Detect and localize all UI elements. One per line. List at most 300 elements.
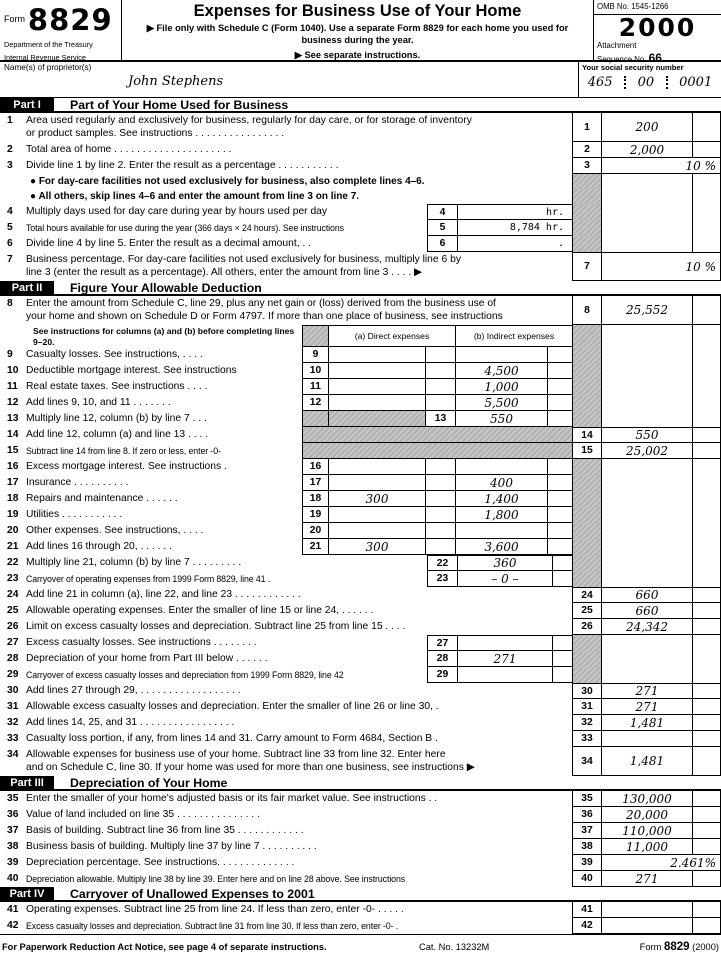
line-description: [0, 555, 427, 571]
line-label: Carryover of excess casualty losses and depreciation from 1999 Form 8829, line 42: [26, 670, 344, 680]
line-number-box: 38: [572, 839, 602, 855]
cents-cell[interactable]: [692, 363, 721, 379]
cents-cell[interactable]: [692, 411, 721, 427]
form-line-row-22: [0, 555, 721, 571]
amount-cell[interactable]: 1,481: [602, 715, 692, 731]
line-number-box: 8: [572, 296, 602, 325]
line-label: Multiply days used for day care during year by hours used per day: [26, 206, 328, 217]
direct-expense-cents-cell[interactable]: [425, 347, 455, 363]
line-label: Multiply line 12, column (b) by line 7 . . .: [26, 413, 207, 424]
indirect-expense-cents-cell[interactable]: [547, 475, 572, 491]
line-number: 34: [7, 749, 19, 760]
form-line-row-5: [0, 189, 721, 204]
cents-cell[interactable]: [692, 523, 721, 539]
amount-cell[interactable]: [602, 204, 692, 220]
cents-cell[interactable]: [692, 204, 721, 220]
indirect-expense-cents-cell[interactable]: [547, 539, 572, 555]
cents-cell[interactable]: [692, 683, 721, 699]
direct-expense-cell[interactable]: [328, 475, 425, 491]
amount-cell[interactable]: [602, 220, 692, 236]
part-label: Part I: [0, 98, 54, 111]
bullet-note: ● For day-care facilities not used exclusively for business, also complete lines 4–6.: [30, 176, 425, 187]
right-gutter-shading: [572, 220, 602, 236]
amount-cell[interactable]: [602, 667, 692, 683]
attachment-word: Attachment: [597, 41, 637, 51]
form-line-row-5: [0, 220, 721, 236]
cents-cell[interactable]: [692, 918, 721, 934]
form-line-row-3: [0, 158, 721, 174]
line-label-line1: Area used regularly and exclusively for business, regularly for day care, or for storage of inventory: [26, 115, 472, 126]
cents-cell[interactable]: [692, 791, 721, 807]
direct-expense-cents-cell[interactable]: [425, 379, 455, 395]
direct-expense-cents-cell[interactable]: [425, 523, 455, 539]
line-label: Insurance . . . . . . . . . .: [26, 477, 129, 488]
line-label: Depreciation percentage. See instructions. . . . . . . . . . . . . .: [26, 857, 295, 868]
line-label-line2: and on Schedule C, line 30. If your home was used for more than one business, see instructions ▶: [26, 762, 475, 773]
line-description: [0, 459, 302, 475]
direct-expense-cents-cell[interactable]: [425, 395, 455, 411]
sequence-number: 66: [648, 50, 662, 65]
indirect-expense-cell[interactable]: 5,500: [455, 395, 547, 411]
ssn-part-3: 0001: [679, 75, 713, 90]
column-b-header: (b) Indirect expenses: [455, 325, 572, 347]
direct-expense-cell[interactable]: [328, 347, 425, 363]
line-label: Depreciation of your home from Part III below . . . . . .: [26, 653, 268, 664]
line-number: 28: [7, 653, 19, 664]
line-label: Total hours available for use during the year (366 days × 24 hours). See instructions: [26, 223, 344, 233]
line-description: [0, 715, 572, 731]
line-number: 29: [7, 669, 19, 680]
cents-cell[interactable]: [692, 667, 721, 683]
line-description: [0, 791, 572, 807]
amount-cell[interactable]: [602, 635, 692, 651]
line-number: 12: [7, 397, 19, 408]
indirect-expense-cents-cell[interactable]: [547, 459, 572, 475]
line-description: [0, 325, 302, 347]
direct-expense-cents-cell[interactable]: [425, 491, 455, 507]
indirect-expense-cell[interactable]: 3,600: [455, 539, 547, 555]
ssn-divider-icon: [666, 76, 668, 89]
line-number: 22: [7, 557, 19, 568]
line-description: [0, 871, 572, 887]
form-line-row-30: [0, 683, 721, 699]
amount-cell[interactable]: 24,342: [602, 619, 692, 635]
direct-expense-cents-cell[interactable]: [425, 539, 455, 555]
amount-cell[interactable]: 20,000: [602, 807, 692, 823]
mini-cents-cell[interactable]: [552, 571, 572, 587]
amount-cell[interactable]: 660: [602, 587, 692, 603]
line-label: Business basis of building. Multiply line 37 by line 7 . . . . . . . . . .: [26, 841, 317, 852]
cents-cell[interactable]: [692, 571, 721, 587]
cents-cell[interactable]: [692, 731, 721, 747]
form-line-row-11: [0, 379, 721, 395]
cents-cell[interactable]: [692, 174, 721, 189]
indirect-expense-cents-cell[interactable]: [547, 507, 572, 523]
direct-expense-cents-cell[interactable]: [425, 475, 455, 491]
amount-cell[interactable]: 200: [602, 113, 692, 142]
line-label: Divide line 1 by line 2. Enter the result as a percentage . . . . . . . . . . .: [26, 160, 339, 171]
shaded-strip: [302, 427, 572, 443]
cents-cell[interactable]: [692, 539, 721, 555]
indirect-expense-cents-cell[interactable]: [547, 491, 572, 507]
form-line-row-31: [0, 699, 721, 715]
indirect-expense-cell[interactable]: [455, 523, 547, 539]
form-line-row-20: [0, 523, 721, 539]
line-description: [0, 236, 427, 252]
mini-amount-cell[interactable]: – 0 –: [457, 571, 552, 587]
direct-expense-cents-cell[interactable]: [425, 507, 455, 523]
ssn-part-2: 00: [637, 75, 655, 90]
form-line-row-39: [0, 855, 721, 871]
line-number: 14: [7, 429, 19, 440]
proprietor-name-field[interactable]: John Stephens: [128, 74, 224, 89]
direct-expense-cell[interactable]: 300: [328, 539, 425, 555]
mini-cents-cell[interactable]: [552, 635, 572, 651]
form-line-row-16: [0, 459, 721, 475]
line-number: 5: [7, 222, 13, 233]
part-title: Carryover of Unallowed Expenses to 2001: [70, 886, 315, 901]
mini-cents-cell[interactable]: [552, 651, 572, 667]
form-body: [0, 98, 721, 935]
right-gutter-shading: [572, 325, 602, 347]
line-number-box: 30: [572, 683, 602, 699]
sequence-label: Sequence No.: [597, 54, 647, 64]
line-number-box: 39: [572, 855, 602, 871]
line-number: 21: [7, 541, 19, 552]
form-line-row-41: [0, 902, 721, 918]
subtable-line-number-box: 21: [302, 539, 328, 555]
mini-amount-cell[interactable]: 8,784 hr.: [457, 220, 572, 236]
indirect-expense-cents-cell[interactable]: [547, 379, 572, 395]
form-line-row-25: [0, 603, 721, 619]
right-gutter-shading: [572, 459, 602, 475]
line-description: [0, 507, 302, 523]
cents-cell[interactable]: [692, 807, 721, 823]
subtable-line-number-box: 20: [302, 523, 328, 539]
line-number-box: 25: [572, 603, 602, 619]
form-line-row-21: [0, 539, 721, 555]
indirect-expense-cents-cell[interactable]: [547, 523, 572, 539]
line-label-line1: Business percentage. For day-care facilities not used exclusively for business, multiply line 6 by: [26, 254, 461, 265]
amount-cell[interactable]: [602, 459, 692, 475]
line-description: [0, 491, 302, 507]
form-line-row-33: [0, 731, 721, 747]
form-line-row-27: [0, 635, 721, 651]
amount-cell[interactable]: [602, 507, 692, 523]
line-number-box: 37: [572, 823, 602, 839]
mini-line-number-box: 6: [427, 236, 457, 252]
line-label: Add line 21 in column (a), line 22, and line 23 . . . . . . . . . . . .: [26, 589, 301, 600]
indirect-expense-cell[interactable]: 550: [455, 411, 547, 427]
amount-cell[interactable]: 271: [602, 871, 692, 887]
line-description: [0, 807, 572, 823]
line-number: 20: [7, 525, 19, 536]
indirect-expense-cents-cell[interactable]: [547, 347, 572, 363]
line-label: Casualty losses. See instructions, . . . .: [26, 349, 203, 360]
amount-cell[interactable]: [602, 902, 692, 918]
right-gutter-shading: [572, 411, 602, 427]
direct-expense-cents-cell[interactable]: [425, 459, 455, 475]
amount-cell[interactable]: 11,000: [602, 839, 692, 855]
cents-cell[interactable]: [692, 113, 721, 142]
line-number-box: 32: [572, 715, 602, 731]
omb-number: OMB No. 1545-1266: [594, 0, 721, 15]
indirect-expense-cell[interactable]: 4,500: [455, 363, 547, 379]
line-number-box: 31: [572, 699, 602, 715]
line-label: Total area of home . . . . . . . . . . . . . . . . . . . . .: [26, 144, 232, 155]
amount-cell[interactable]: 660: [602, 603, 692, 619]
amount-cell[interactable]: [602, 523, 692, 539]
cents-cell[interactable]: [692, 427, 721, 443]
indirect-expense-cell[interactable]: 1,400: [455, 491, 547, 507]
mini-amount-cell[interactable]: .: [457, 236, 572, 252]
amount-cell[interactable]: 25,552: [602, 296, 692, 325]
line-number: 40: [7, 873, 19, 884]
form-line-row-4: [0, 204, 721, 220]
right-gutter-shading: [572, 507, 602, 523]
part-header: [0, 281, 721, 296]
amount-cell[interactable]: [602, 174, 692, 189]
direct-expense-cell[interactable]: [328, 459, 425, 475]
line-description: [0, 823, 572, 839]
amount-cell[interactable]: 2.461%: [602, 855, 721, 871]
form-word-label: Form: [4, 14, 25, 24]
line-number: 23: [7, 573, 19, 584]
indirect-expense-cents-cell[interactable]: [547, 411, 572, 427]
amount-cell[interactable]: 10 %: [602, 158, 721, 174]
line-description: [0, 395, 302, 411]
cents-cell[interactable]: [692, 839, 721, 855]
amount-cell[interactable]: 1,481: [602, 747, 692, 776]
mini-line-number-box: 23: [427, 571, 457, 587]
cents-cell[interactable]: [692, 635, 721, 651]
amount-cell[interactable]: [602, 347, 692, 363]
line-description: [0, 379, 302, 395]
amount-cell[interactable]: [602, 475, 692, 491]
amount-cell[interactable]: [602, 379, 692, 395]
amount-cell[interactable]: [602, 918, 692, 934]
ssn-part-1: 465: [587, 75, 613, 90]
cents-cell[interactable]: [692, 902, 721, 918]
line-description: [0, 747, 572, 776]
form-number: 8829: [27, 3, 113, 37]
line-label: Add lines 14, 25, and 31 . . . . . . . . . . . . . . . . .: [26, 717, 235, 728]
indirect-expense-cents-cell[interactable]: [547, 363, 572, 379]
indirect-expense-cents-cell[interactable]: [547, 395, 572, 411]
line-label: Operating expenses. Subtract line 25 from line 24. If less than zero, enter -0- . . . . .: [26, 904, 404, 915]
direct-expense-cell[interactable]: [328, 363, 425, 379]
part-label: Part II: [0, 281, 54, 294]
form-line-row-32: [0, 715, 721, 731]
indirect-expense-cell[interactable]: 1,800: [455, 507, 547, 523]
cents-cell[interactable]: [692, 871, 721, 887]
line-description: [0, 571, 427, 587]
line-number-box: 15: [572, 443, 602, 459]
amount-cell[interactable]: 110,000: [602, 823, 692, 839]
line-description: [0, 204, 427, 220]
line-label: Multiply line 21, column (b) by line 7 . . . . . . . . .: [26, 557, 242, 568]
cents-cell[interactable]: [692, 555, 721, 571]
line-number: 10: [7, 365, 19, 376]
line-label: Add line 12, column (a) and line 13 . . . .: [26, 429, 209, 440]
amount-cell[interactable]: [602, 363, 692, 379]
form-line-row-14: [0, 427, 721, 443]
amount-cell[interactable]: 271: [602, 683, 692, 699]
ssn-block: [578, 62, 721, 97]
line-label: Utilities . . . . . . . . . . .: [26, 509, 123, 520]
indirect-expense-cell[interactable]: [455, 459, 547, 475]
form-line-row-18: [0, 491, 721, 507]
cents-cell[interactable]: [692, 395, 721, 411]
cents-cell[interactable]: [692, 347, 721, 363]
amount-cell[interactable]: [602, 555, 692, 571]
form-line-row-17: [0, 475, 721, 491]
line-label: Excess casualty losses and depreciation. Subtract line 31 from line 30. If less than zero, enter -0- .: [26, 921, 399, 931]
right-gutter-shading: [572, 395, 602, 411]
footer-form-word: Form: [639, 942, 662, 952]
direct-expense-cell[interactable]: [328, 395, 425, 411]
line-description: [0, 347, 302, 363]
cents-cell[interactable]: [692, 236, 721, 252]
line-number: 42: [7, 920, 19, 931]
right-gutter-shading: [572, 523, 602, 539]
form-footer: [0, 940, 721, 953]
proprietor-label: Name(s) of proprietor(s): [4, 63, 92, 72]
line-number: 19: [7, 509, 19, 520]
subtable-line-number-box: 12: [302, 395, 328, 411]
form-footer-id: [589, 941, 719, 953]
amount-cell[interactable]: 25,002: [602, 443, 692, 459]
line-label: Divide line 4 by line 5. Enter the result as a decimal amount, . .: [26, 238, 312, 249]
part-header: [0, 776, 721, 791]
mini-cents-cell[interactable]: [552, 667, 572, 683]
amount-cell[interactable]: 2,000: [602, 142, 692, 158]
form-line-row-37: [0, 823, 721, 839]
part-label: Part III: [0, 776, 54, 789]
amount-cell[interactable]: [602, 731, 692, 747]
line-label: Add lines 27 through 29, . . . . . . . . . . . . . . . . . .: [26, 685, 241, 696]
ssn-field[interactable]: [582, 75, 718, 90]
cents-cell[interactable]: [692, 220, 721, 236]
mini-amount-cell[interactable]: [457, 635, 552, 651]
indirect-expense-cell[interactable]: 1,000: [455, 379, 547, 395]
ssn-divider-icon: [624, 76, 626, 89]
right-gutter-shading: [572, 539, 602, 555]
line-description: [0, 189, 572, 204]
form-line-row-24: [0, 587, 721, 603]
form-line-row-4: [0, 174, 721, 189]
line-label: Deductible mortgage interest. See instructions: [26, 365, 237, 376]
omb-year-block: [593, 0, 721, 65]
cents-cell[interactable]: [692, 715, 721, 731]
direct-expense-cell[interactable]: [328, 507, 425, 523]
form-line-row-13: [0, 411, 721, 427]
cents-cell[interactable]: [692, 823, 721, 839]
line-number: 15: [7, 445, 19, 456]
amount-cell[interactable]: [602, 325, 692, 347]
cents-cell[interactable]: [692, 325, 721, 347]
amount-cell[interactable]: [602, 236, 692, 252]
cents-cell[interactable]: [692, 699, 721, 715]
line-label: Casualty loss portion, if any, from lines 14 and 31. Carry amount to Form 4684, Section B .: [26, 733, 438, 744]
amount-cell[interactable]: [602, 491, 692, 507]
line-description: [0, 902, 572, 918]
line-label: Carryover of operating expenses from 1999 Form 8829, line 41 .: [26, 574, 271, 584]
form-line-row-12: [0, 395, 721, 411]
amount-cell[interactable]: [602, 571, 692, 587]
amount-cell[interactable]: [602, 651, 692, 667]
cents-cell[interactable]: [692, 142, 721, 158]
mini-amount-cell[interactable]: hr.: [457, 204, 572, 220]
line-number: 36: [7, 809, 19, 820]
amount-cell[interactable]: 10 %: [602, 252, 721, 281]
amount-cell[interactable]: [602, 539, 692, 555]
mini-amount-cell[interactable]: [457, 667, 552, 683]
cents-cell[interactable]: [692, 443, 721, 459]
subtable-line-number-box: 11: [302, 379, 328, 395]
direct-expense-cents-cell[interactable]: [425, 363, 455, 379]
amount-cell[interactable]: [602, 395, 692, 411]
right-gutter-shading: [572, 635, 602, 651]
direct-expense-cell[interactable]: [328, 523, 425, 539]
line-description: [0, 158, 572, 174]
line-label: Add lines 9, 10, and 11 . . . . . . .: [26, 397, 171, 408]
cents-cell[interactable]: [692, 619, 721, 635]
line-number: 31: [7, 701, 19, 712]
line-label: Add lines 16 through 20, . . . . . .: [26, 541, 172, 552]
indirect-expense-cell[interactable]: [455, 347, 547, 363]
cents-cell[interactable]: [692, 189, 721, 204]
direct-expense-cell[interactable]: [328, 379, 425, 395]
mini-cents-cell[interactable]: [552, 555, 572, 571]
cents-cell[interactable]: [692, 587, 721, 603]
cents-cell[interactable]: [692, 459, 721, 475]
tax-year: 2000: [618, 13, 697, 42]
line-number: 30: [7, 685, 19, 696]
amount-cell[interactable]: [602, 411, 692, 427]
line-description: [0, 475, 302, 491]
right-gutter-shading: [572, 475, 602, 491]
line-description: [0, 603, 572, 619]
amount-cell[interactable]: 550: [602, 427, 692, 443]
cents-cell[interactable]: [692, 603, 721, 619]
mini-line-number-box: 29: [427, 667, 457, 683]
see-instructions-note: ▶ See separate instructions.: [294, 50, 421, 61]
mini-amount-cell[interactable]: 360: [457, 555, 552, 571]
direct-expense-cell[interactable]: 300: [328, 491, 425, 507]
line-number: 35: [7, 793, 19, 804]
mini-amount-cell[interactable]: 271: [457, 651, 552, 667]
line-label-line2: your home and shown on Schedule D or Form 4797. If more than one place of business, see instructions: [26, 311, 503, 322]
line-label: Repairs and maintenance . . . . . .: [26, 493, 178, 504]
cents-cell[interactable]: [692, 747, 721, 776]
cents-cell[interactable]: [692, 507, 721, 523]
ssn-label: Your social security number: [582, 63, 684, 72]
cents-cell[interactable]: [692, 379, 721, 395]
amount-cell[interactable]: 271: [602, 699, 692, 715]
line-description: [0, 683, 572, 699]
cents-cell[interactable]: [692, 651, 721, 667]
indirect-expense-cell[interactable]: 400: [455, 475, 547, 491]
form-line-row-26: [0, 619, 721, 635]
line-label-line1: Enter the amount from Schedule C, line 29, plus any net gain or (loss) derived from the business use of: [26, 298, 496, 309]
cents-cell[interactable]: [692, 296, 721, 325]
cents-cell[interactable]: [692, 491, 721, 507]
amount-cell[interactable]: 130,000: [602, 791, 692, 807]
cents-cell[interactable]: [692, 475, 721, 491]
amount-cell[interactable]: [602, 189, 692, 204]
line-number-box: 41: [572, 902, 602, 918]
